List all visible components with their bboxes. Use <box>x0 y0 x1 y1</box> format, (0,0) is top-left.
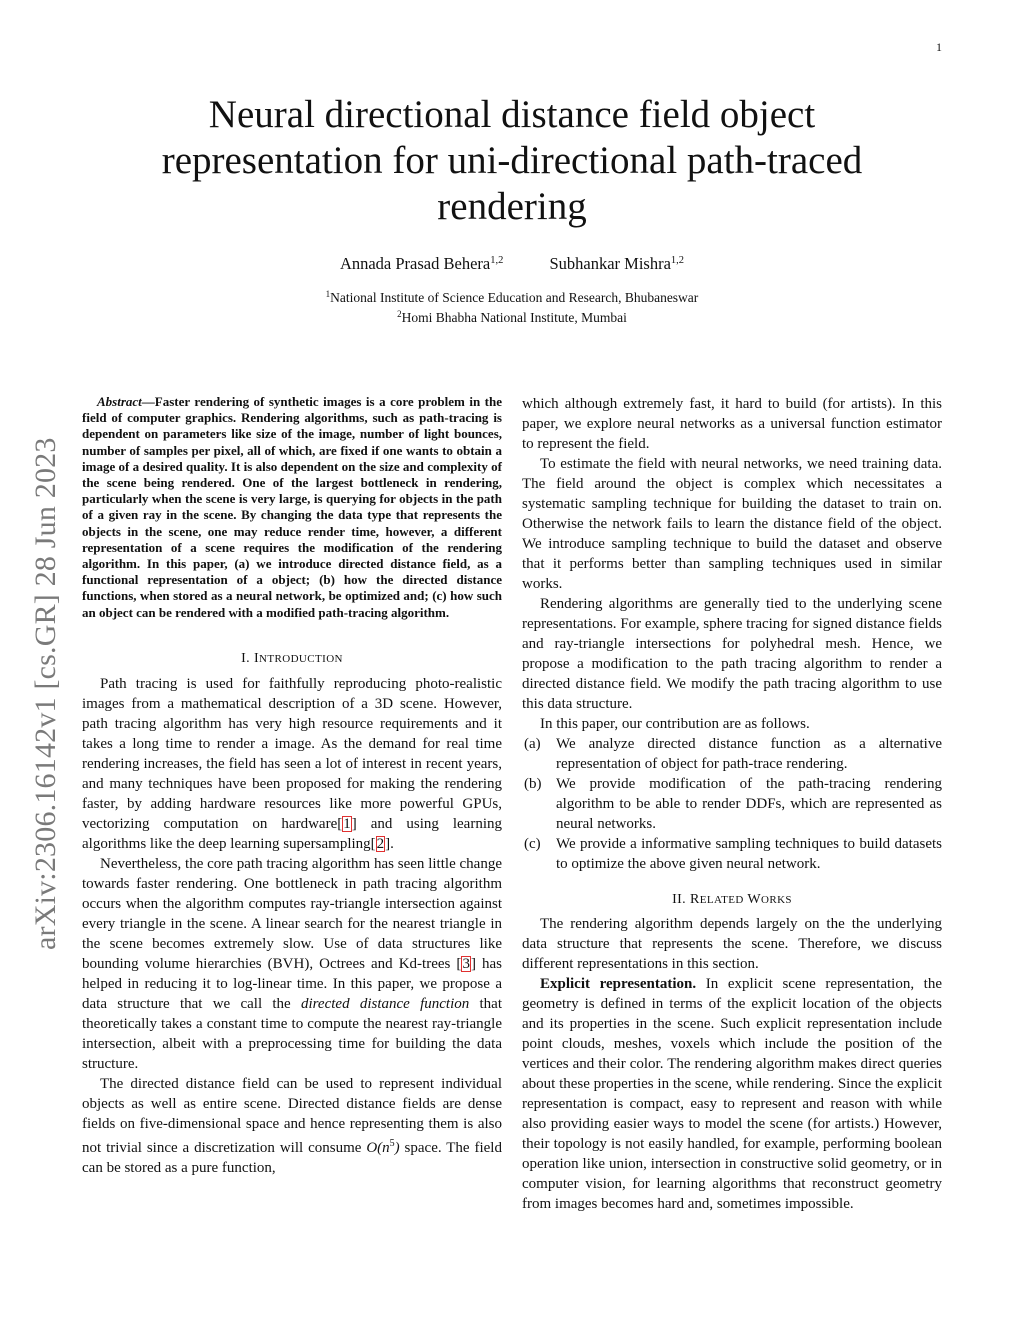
right-column <box>522 394 942 1214</box>
abstract-text: Faster rendering of synthetic images is a core problem in the field of computer graphics. Rendering algorithms, such as path-tracing is dependent on parameters like size of the image, number of light bounces, number of samples per pixel, all of which, are fixed if one wants to obtain a image of a desired quality. It is also dependent on the size and complexity of the scene being rendered. One of the largest bottleneck in rendering, particularly when the scene is very large, is querying for objects in the path of a given ray in the scene. By changing the data type that represents the objects in the scene, one may reduce render time, however, a different representation of a scene requires the modification of the rendering algorithm. In this paper, (a) we introduce directed distance field, as a functional representation of a object; (b) how the directed distance functions, when stored as a neural network, be optimized and; (c) how such an object can be rendered with a modified path-tracing algorithm. <box>82 394 502 620</box>
section-heading-related-works: II. RELATED WORKS <box>672 892 792 907</box>
citation-link[interactable]: 2 <box>376 835 385 852</box>
title-line: rendering <box>437 185 587 228</box>
left-column <box>82 394 502 1178</box>
intro-paragraph: Path tracing is used for faithfully reproducing photo-realistic images from a mathematical description of a 3D scene. However, path tracing algorithm has very high resource requirements and it takes a long time to render a image. As the demand for real time rendering increases, the field has seen a lot of interest in recent years, and many techniques have been proposed for making the rendering faster, by adding hardware resources like more powerful GPUs, vectorizing computation on hardware[1] and using learning algorithms like the deep learning supersampling[2]. <box>82 675 502 852</box>
list-item: (a) We analyze directed distance function as a alternative representation of object for path-trace rendering. <box>524 736 942 772</box>
body-paragraph: The rendering algorithm depends largely on the the underlying data structure that represents the scene. Therefore, we discuss different representations in this section. <box>522 916 942 972</box>
affiliation: $^1$National Institute of Science Education and Research, Bhubaneswar <box>325 289 699 305</box>
author: Annada Prasad Behera$^{1,2}$ <box>339 254 504 273</box>
intro-paragraph: The directed distance field can be used to represent individual objects as well as entire scene. Directed distance fields are dense fields on five-dimensional space and hence representing them is also not trivial since a discretization will consume $O(n^5)$ space. The field can be stored as a pure function, <box>82 1075 502 1176</box>
author-list <box>100 254 924 274</box>
abstract: Abstract—Faster rendering of synthetic images is a core problem in the field of computer graphics. Rendering algorithms, such as path-tracing is dependent on parameters like size of the image, number of light bounces, number of samples per pixel, all of which, are fixed if one wants to obtain a image of a desired quality. It is also dependent on the size and complexity of the scene being rendered. One of the largest bottleneck in rendering, particularly when the scene is very large, is querying for objects in the path of a given ray in the scene. By changing the data type that represents the objects in the scene, one may reduce render time, however, a different representation of a scene requires the modification of the rendering algorithm. In this paper, (a) we introduce directed distance field, as a functional representation of a object; (b) how the directed distance functions, when stored as a neural network, be optimized and; (c) how such an object can be rendered with a modified path-tracing algorithm. <box>82 394 502 620</box>
body-paragraph: which although extremely fast, it hard to build (for artists). In this paper, we explore neural networks as a universal function estimator to represent the field. <box>522 396 942 452</box>
title-line: Neural directional distance field object <box>208 93 816 136</box>
paragraph-lead: Explicit representation. <box>540 976 697 992</box>
paper-title <box>100 92 924 230</box>
list-item: (b) We provide modification of the path-tracing rendering algorithm to be able to render DDFs, which are represented as neural networks. <box>524 776 942 832</box>
affiliations <box>100 286 924 326</box>
section-heading-introduction: I. INTRODUCTION <box>241 650 343 666</box>
abstract-lead: Abstract <box>97 394 142 409</box>
author: Subhankar Mishra$^{1,2}$ <box>549 254 685 273</box>
big-o-expression: $O(n^5)$ <box>366 1137 400 1156</box>
contribution-list <box>522 734 942 874</box>
arxiv-identifier: arXiv:2306.16142v1 [cs.GR] 28 Jun 2023 <box>29 437 62 950</box>
intro-paragraph: Nevertheless, the core path tracing algorithm has seen little change towards faster rendering. One bottleneck in path tracing algorithm occurs when the algorithm computes ray-triangle intersection against every triangle in the scene. A linear search for the nearest triangle in the scene becomes extremely slow. Use of data structures like bounding volume hierarchies (BVH), Octrees and Kd-trees [3] has helped in reducing it to log-linear time. In this paper, we propose a data structure that we call the directed distance function that theoretically takes a constant time to compute the nearest ray-triangle intersection, albeit with a preprocessing time for building the data structure. <box>82 855 503 1072</box>
body-paragraph: To estimate the field with neural networks, we need training data. The field around the object is complex which necessitates a systematic sampling technique for building the dataset to train on. Otherwise the network fails to learn the distance field of the object. We introduce sampling technique to build the dataset and observe that it performs better than sampling techniques used in similar works. <box>522 456 942 592</box>
list-item: (c) We provide a informative sampling techniques to build datasets to optimize the above given neural network. <box>524 836 942 872</box>
body-paragraph: In this paper, our contribution are as follows. <box>540 716 810 732</box>
citation-link[interactable]: 3 <box>462 955 470 972</box>
citation-link[interactable]: 1 <box>343 815 351 832</box>
affiliation: $^2$Homi Bhabha National Institute, Mumbai <box>397 309 627 325</box>
page-number: 1 <box>936 40 942 54</box>
body-paragraph: Rendering algorithms are generally tied to the underlying scene representations. For example, sphere tracing for signed distance fields and ray-triangle intersections for polyhedral mesh. Hence, we propose a modification to the path tracing algorithm to render a directed distance field. We modify the path tracing algorithm to use this data structure. <box>522 596 942 712</box>
title-line: representation for uni-directional path-traced <box>161 139 863 182</box>
body-paragraph: Explicit representation. In explicit scene representation, the geometry is defined in terms of the explicit location of the objects and its properties in the scene. Such explicit representation include point clouds, meshes, voxels which include the position of the vertices and their color. The rendering algorithm makes direct queries about these properties in the scene, while rendering. Since the explicit representation is compact, easy to represent and reason with while also providing easier ways to model the scene (for artists.) However, their topology is not easily handled, for example, performing boolean operation like union, intersection in constructive solid geometry, or in computer vision, for learning algorithms that reconstruct geometry from images becomes hard and, sometimes impossible. <box>522 976 943 1212</box>
